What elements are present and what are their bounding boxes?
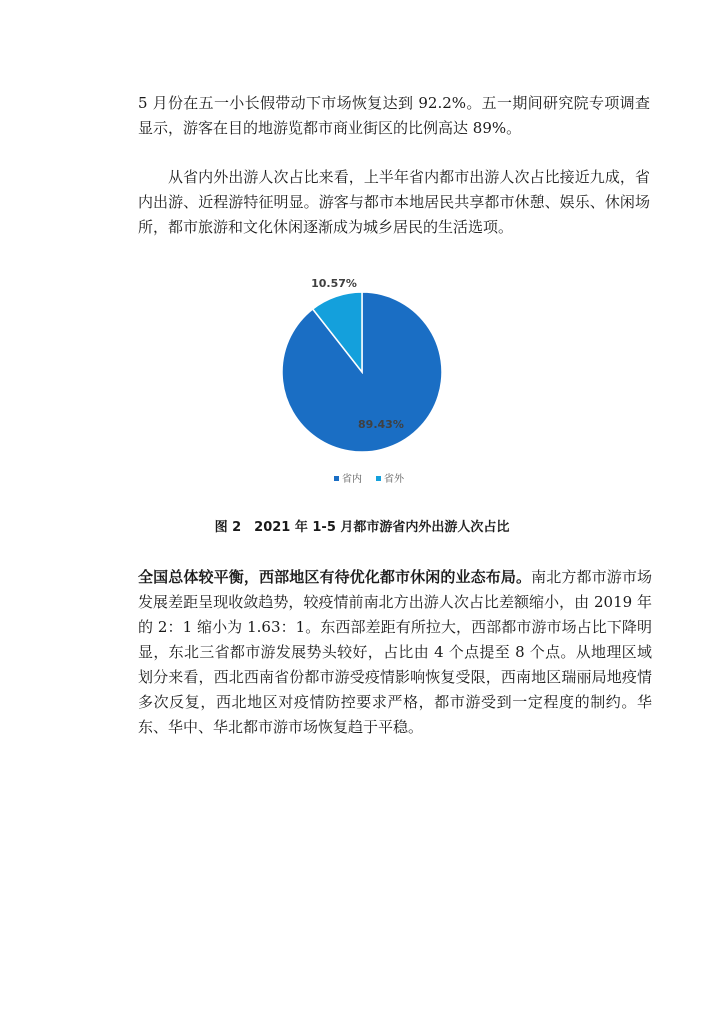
pie-data-label-out-province: 10.57% bbox=[311, 277, 357, 291]
paragraph-lead-bold: 全国总体较平衡，西部地区有待优化都市休闲的业态布局。 bbox=[138, 568, 532, 586]
legend-swatch-in-province bbox=[334, 476, 339, 481]
paragraph-may-recovery: 5 月份在五一小长假带动下市场恢复达到 92.2%。五一期间研究院专项调查显示，游客在目的地游览都市商业街区的比例高达 89%。 bbox=[138, 94, 650, 137]
paragraph-regional-balance bbox=[138, 565, 652, 740]
legend-swatch-out-province bbox=[376, 476, 381, 481]
figure-caption: 图 2 2021 年 1-5 月都市游省内外出游人次占比 bbox=[214, 520, 510, 535]
paragraph-body: 南北方都市游市场发展差距呈现收敛趋势，较疫情前南北方出游人次占比差额缩小，由 2019 年的 2：1 缩小为 1.63：1。东西部差距有所拉大，西部都市游市场占比下降明显，东北三省都市游发展势头较好，占比由 4 个点提至 8 个点。从地理区域划分来看，西北西南省份都市游受疫情影响恢复受限，西南地区瑞丽局地疫情多次反复，西北地区对疫情防控要求严格，都市游受到一定程度的制约。华东、华中、华北都市游市场恢复趋于平稳。 bbox=[138, 568, 652, 736]
legend-label-in-province: 省内 bbox=[342, 474, 362, 485]
paragraph-province-share: 从省内外出游人次占比来看，上半年省内都市出游人次占比接近九成，省内出游、近程游特征明显。游客与都市本地居民共享都市休憩、娱乐、休闲场所，都市旅游和文化休闲逐渐成为城乡居民的生活选项。 bbox=[138, 168, 650, 236]
pie-data-label-in-province: 89.43% bbox=[358, 417, 404, 431]
pie-chart bbox=[232, 262, 492, 494]
legend-label-out-province: 省外 bbox=[384, 474, 404, 485]
